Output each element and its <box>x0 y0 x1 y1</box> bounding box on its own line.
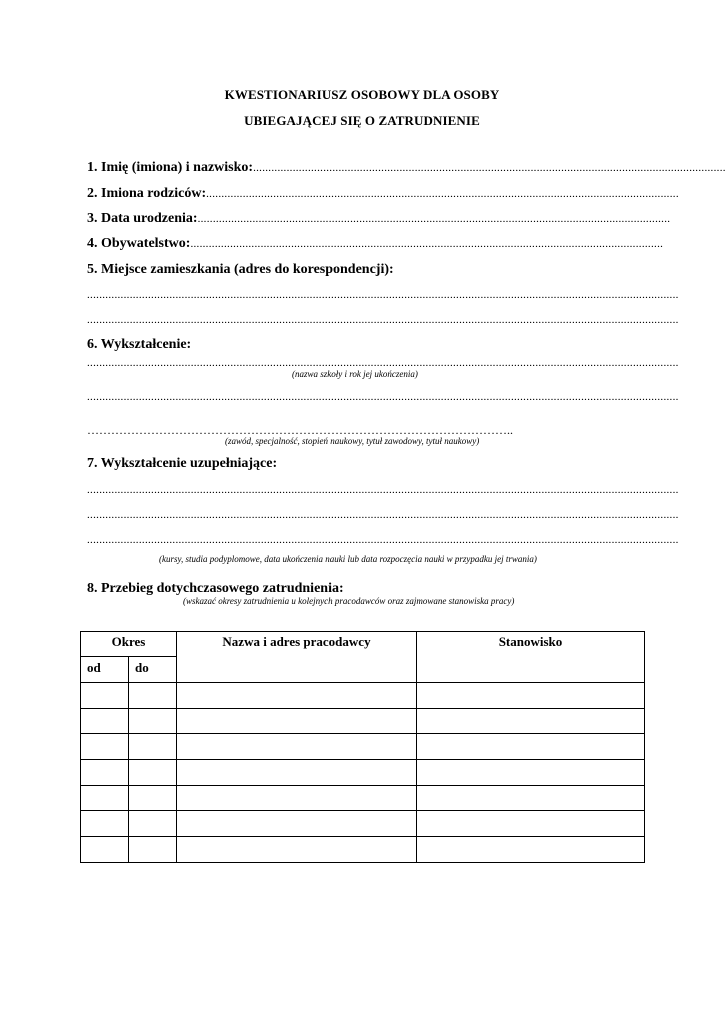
header-from: od <box>81 657 129 683</box>
cell-to[interactable] <box>129 811 177 837</box>
table-row <box>81 811 645 837</box>
header-employer: Nazwa i adres pracodawcy <box>177 632 417 683</box>
education-note-2: (zawód, specjalność, stopień naukowy, tytuł zawodowy, tytuł naukowy) <box>225 436 480 446</box>
cell-employer[interactable] <box>177 837 417 863</box>
birthdate-label: 3. Data urodzenia: <box>87 211 198 226</box>
table-row <box>81 683 645 709</box>
supplementary-line-2[interactable]: .................................................................................................................................................................................................. <box>87 509 679 521</box>
cell-position[interactable] <box>417 708 645 734</box>
parents-label: 2. Imiona rodziców: <box>87 186 207 201</box>
employment-note: (wskazać okresy zatrudnienia u kolejnych pracodawców oraz zajmowane stanowiska pracy) <box>183 596 515 606</box>
cell-from[interactable] <box>81 760 129 786</box>
cell-employer[interactable] <box>177 708 417 734</box>
title-line-2: UBIEGAJĄCEJ SIĘ O ZATRUDNIENIE <box>244 113 480 128</box>
cell-from[interactable] <box>81 837 129 863</box>
cell-from[interactable] <box>81 785 129 811</box>
cell-to[interactable] <box>129 734 177 760</box>
citizenship-label: 4. Obywatelstwo: <box>87 236 191 251</box>
table-row <box>81 837 645 863</box>
education-label: 6. Wykształcenie: <box>87 337 192 352</box>
cell-to[interactable] <box>129 708 177 734</box>
cell-from[interactable] <box>81 683 129 709</box>
birthdate-field[interactable] <box>87 211 671 231</box>
citizenship-dots: ........................................................................................................................................................... <box>190 238 664 250</box>
title-line-1: KWESTIONARIUSZ OSOBOWY DLA OSOBY <box>224 87 500 102</box>
cell-to[interactable] <box>129 785 177 811</box>
cell-from[interactable] <box>81 708 129 734</box>
cell-position[interactable] <box>417 837 645 863</box>
parents-field[interactable] <box>87 186 679 206</box>
supplementary-line-1[interactable]: .................................................................................................................................................................................................. <box>87 484 679 496</box>
cell-to[interactable] <box>129 683 177 709</box>
cell-from[interactable] <box>81 811 129 837</box>
address-line-1[interactable]: .................................................................................................................................................................................................. <box>87 289 679 301</box>
birthdate-dots: ........................................................................................................................................................... <box>197 213 671 225</box>
name-dots: ........................................................................................................................................................... <box>253 162 726 174</box>
supplementary-label: 7. Wykształcenie uzupełniające: <box>87 456 278 471</box>
cell-to[interactable] <box>129 760 177 786</box>
cell-position[interactable] <box>417 811 645 837</box>
parents-dots: ........................................................................................................................................................... <box>206 188 679 200</box>
cell-position[interactable] <box>417 760 645 786</box>
cell-position[interactable] <box>417 734 645 760</box>
header-position: Stanowisko <box>417 632 645 683</box>
table-row <box>81 708 645 734</box>
cell-employer[interactable] <box>177 760 417 786</box>
address-line-2[interactable]: .................................................................................................................................................................................................. <box>87 314 679 326</box>
header-period: Okres <box>81 632 177 657</box>
education-note-1: (nazwa szkoły i rok jej ukończenia) <box>292 369 418 379</box>
supplementary-line-3[interactable]: .................................................................................................................................................................................................. <box>87 534 679 546</box>
name-label: 1. Imię (imiona) i nazwisko: <box>87 160 254 175</box>
cell-to[interactable] <box>129 837 177 863</box>
citizenship-field[interactable] <box>87 236 664 256</box>
cell-position[interactable] <box>417 683 645 709</box>
table-row <box>81 760 645 786</box>
name-field[interactable] <box>87 160 726 180</box>
table-row <box>81 734 645 760</box>
header-to: do <box>129 657 177 683</box>
cell-employer[interactable] <box>177 785 417 811</box>
address-label: 5. Miejsce zamieszkania (adres do korespondencji): <box>87 262 394 277</box>
cell-employer[interactable] <box>177 811 417 837</box>
education-line-3[interactable]: …………………………………………………………………………………………….. <box>87 423 513 437</box>
education-line-2[interactable]: .................................................................................................................................................................................................. <box>87 391 679 403</box>
education-line-1[interactable]: .................................................................................................................................................................................................. <box>87 357 679 369</box>
cell-from[interactable] <box>81 734 129 760</box>
cell-employer[interactable] <box>177 683 417 709</box>
cell-employer[interactable] <box>177 734 417 760</box>
cell-position[interactable] <box>417 785 645 811</box>
employment-label: 8. Przebieg dotychczasowego zatrudnienia: <box>87 581 344 596</box>
table-row <box>81 785 645 811</box>
supplementary-note: (kursy, studia podyplomowe, data ukończenia nauki lub data rozpoczęcia nauki w przypadku jej trwania) <box>159 554 537 564</box>
employment-table <box>80 631 645 863</box>
table-header-row <box>81 632 645 657</box>
